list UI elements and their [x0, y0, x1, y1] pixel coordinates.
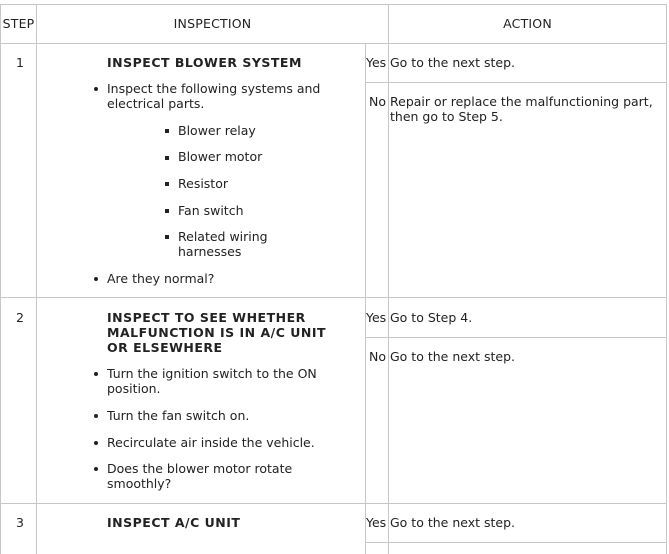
- row1-yes-no-divider: [365, 82, 667, 83]
- row2-bullet-1-line-2: position.: [107, 381, 161, 396]
- row3-action-yes: Go to the next step.: [390, 515, 515, 530]
- header-step: STEP: [2, 16, 35, 31]
- row1-subitem-3-marker: [165, 182, 169, 186]
- row3-title: INSPECT A/C UNIT: [107, 515, 241, 530]
- row1-action-no-line-1: Repair or replace the malfunctioning part,: [390, 94, 653, 109]
- row1-subitem-1: Blower relay: [178, 123, 256, 138]
- row2-bullet-4-line-2: smoothly?: [107, 476, 172, 491]
- column-divider-action: [388, 43, 389, 554]
- row1-subitem-5-line-2: harnesses: [178, 244, 242, 259]
- row1-subitem-4: Fan switch: [178, 203, 244, 218]
- row2-title-line-3: OR ELSEWHERE: [107, 340, 223, 355]
- row2-bullet-1-line-1: Turn the ignition switch to the ON: [107, 366, 317, 381]
- row3-step-number: 3: [16, 515, 24, 530]
- row2-action-yes: Go to Step 4.: [390, 310, 473, 325]
- row1-answer-yes: Yes: [366, 55, 387, 70]
- row1-subitem-4-marker: [165, 209, 169, 213]
- row2-bullet-2: Turn the fan switch on.: [107, 408, 250, 423]
- row3-answer-yes: Yes: [366, 515, 387, 530]
- row1-action-no-line-2: then go to Step 5.: [390, 109, 503, 124]
- row1-subitem-3: Resistor: [178, 176, 228, 191]
- header-action: ACTION: [503, 16, 552, 31]
- table-border-top: [0, 4, 667, 5]
- row1-bullet-2-marker: [94, 277, 98, 281]
- table-border-left: [0, 4, 1, 554]
- row2-bullet-4-marker: [94, 467, 98, 471]
- row2-answer-no: No: [369, 349, 386, 364]
- header-inspection: INSPECTION: [173, 16, 252, 31]
- row2-bullet-3-marker: [94, 441, 98, 445]
- row1-title: INSPECT BLOWER SYSTEM: [107, 55, 302, 70]
- row2-title-line-1: INSPECT TO SEE WHETHER: [107, 310, 306, 325]
- row1-bullet-2: Are they normal?: [107, 271, 215, 286]
- table-border-right: [666, 4, 667, 554]
- row2-step-number: 2: [16, 310, 24, 325]
- row2-answer-yes: Yes: [366, 310, 387, 325]
- row1-bullet-1-marker: [94, 87, 98, 91]
- row1-bullet-1-line-1: Inspect the following systems and: [107, 81, 321, 96]
- row1-subitem-1-marker: [165, 129, 169, 133]
- row1-subitem-5-line-1: Related wiring: [178, 229, 268, 244]
- column-divider-step: [36, 4, 37, 554]
- row1-subitem-2-marker: [165, 156, 169, 160]
- row2-divider: [0, 503, 667, 504]
- row2-bullet-2-marker: [94, 414, 98, 418]
- row2-bullet-4-line-1: Does the blower motor rotate: [107, 461, 293, 476]
- row1-divider: [0, 297, 667, 298]
- row3-yes-no-divider: [365, 542, 667, 543]
- row1-subitem-5-marker: [165, 235, 169, 239]
- row1-action-yes: Go to the next step.: [390, 55, 515, 70]
- row1-bullet-1-line-2: electrical parts.: [107, 96, 205, 111]
- row2-action-no: Go to the next step.: [390, 349, 515, 364]
- column-divider-answer: [365, 43, 366, 554]
- row2-bullet-3: Recirculate air inside the vehicle.: [107, 435, 315, 450]
- row1-step-number: 1: [16, 55, 24, 70]
- row2-title-line-2: MALFUNCTION IS IN A/C UNIT: [107, 325, 327, 340]
- header-divider: [0, 43, 667, 44]
- row2-bullet-1-marker: [94, 372, 98, 376]
- row2-yes-no-divider: [365, 337, 667, 338]
- row1-subitem-2: Blower motor: [178, 149, 263, 164]
- row1-answer-no: No: [369, 94, 386, 109]
